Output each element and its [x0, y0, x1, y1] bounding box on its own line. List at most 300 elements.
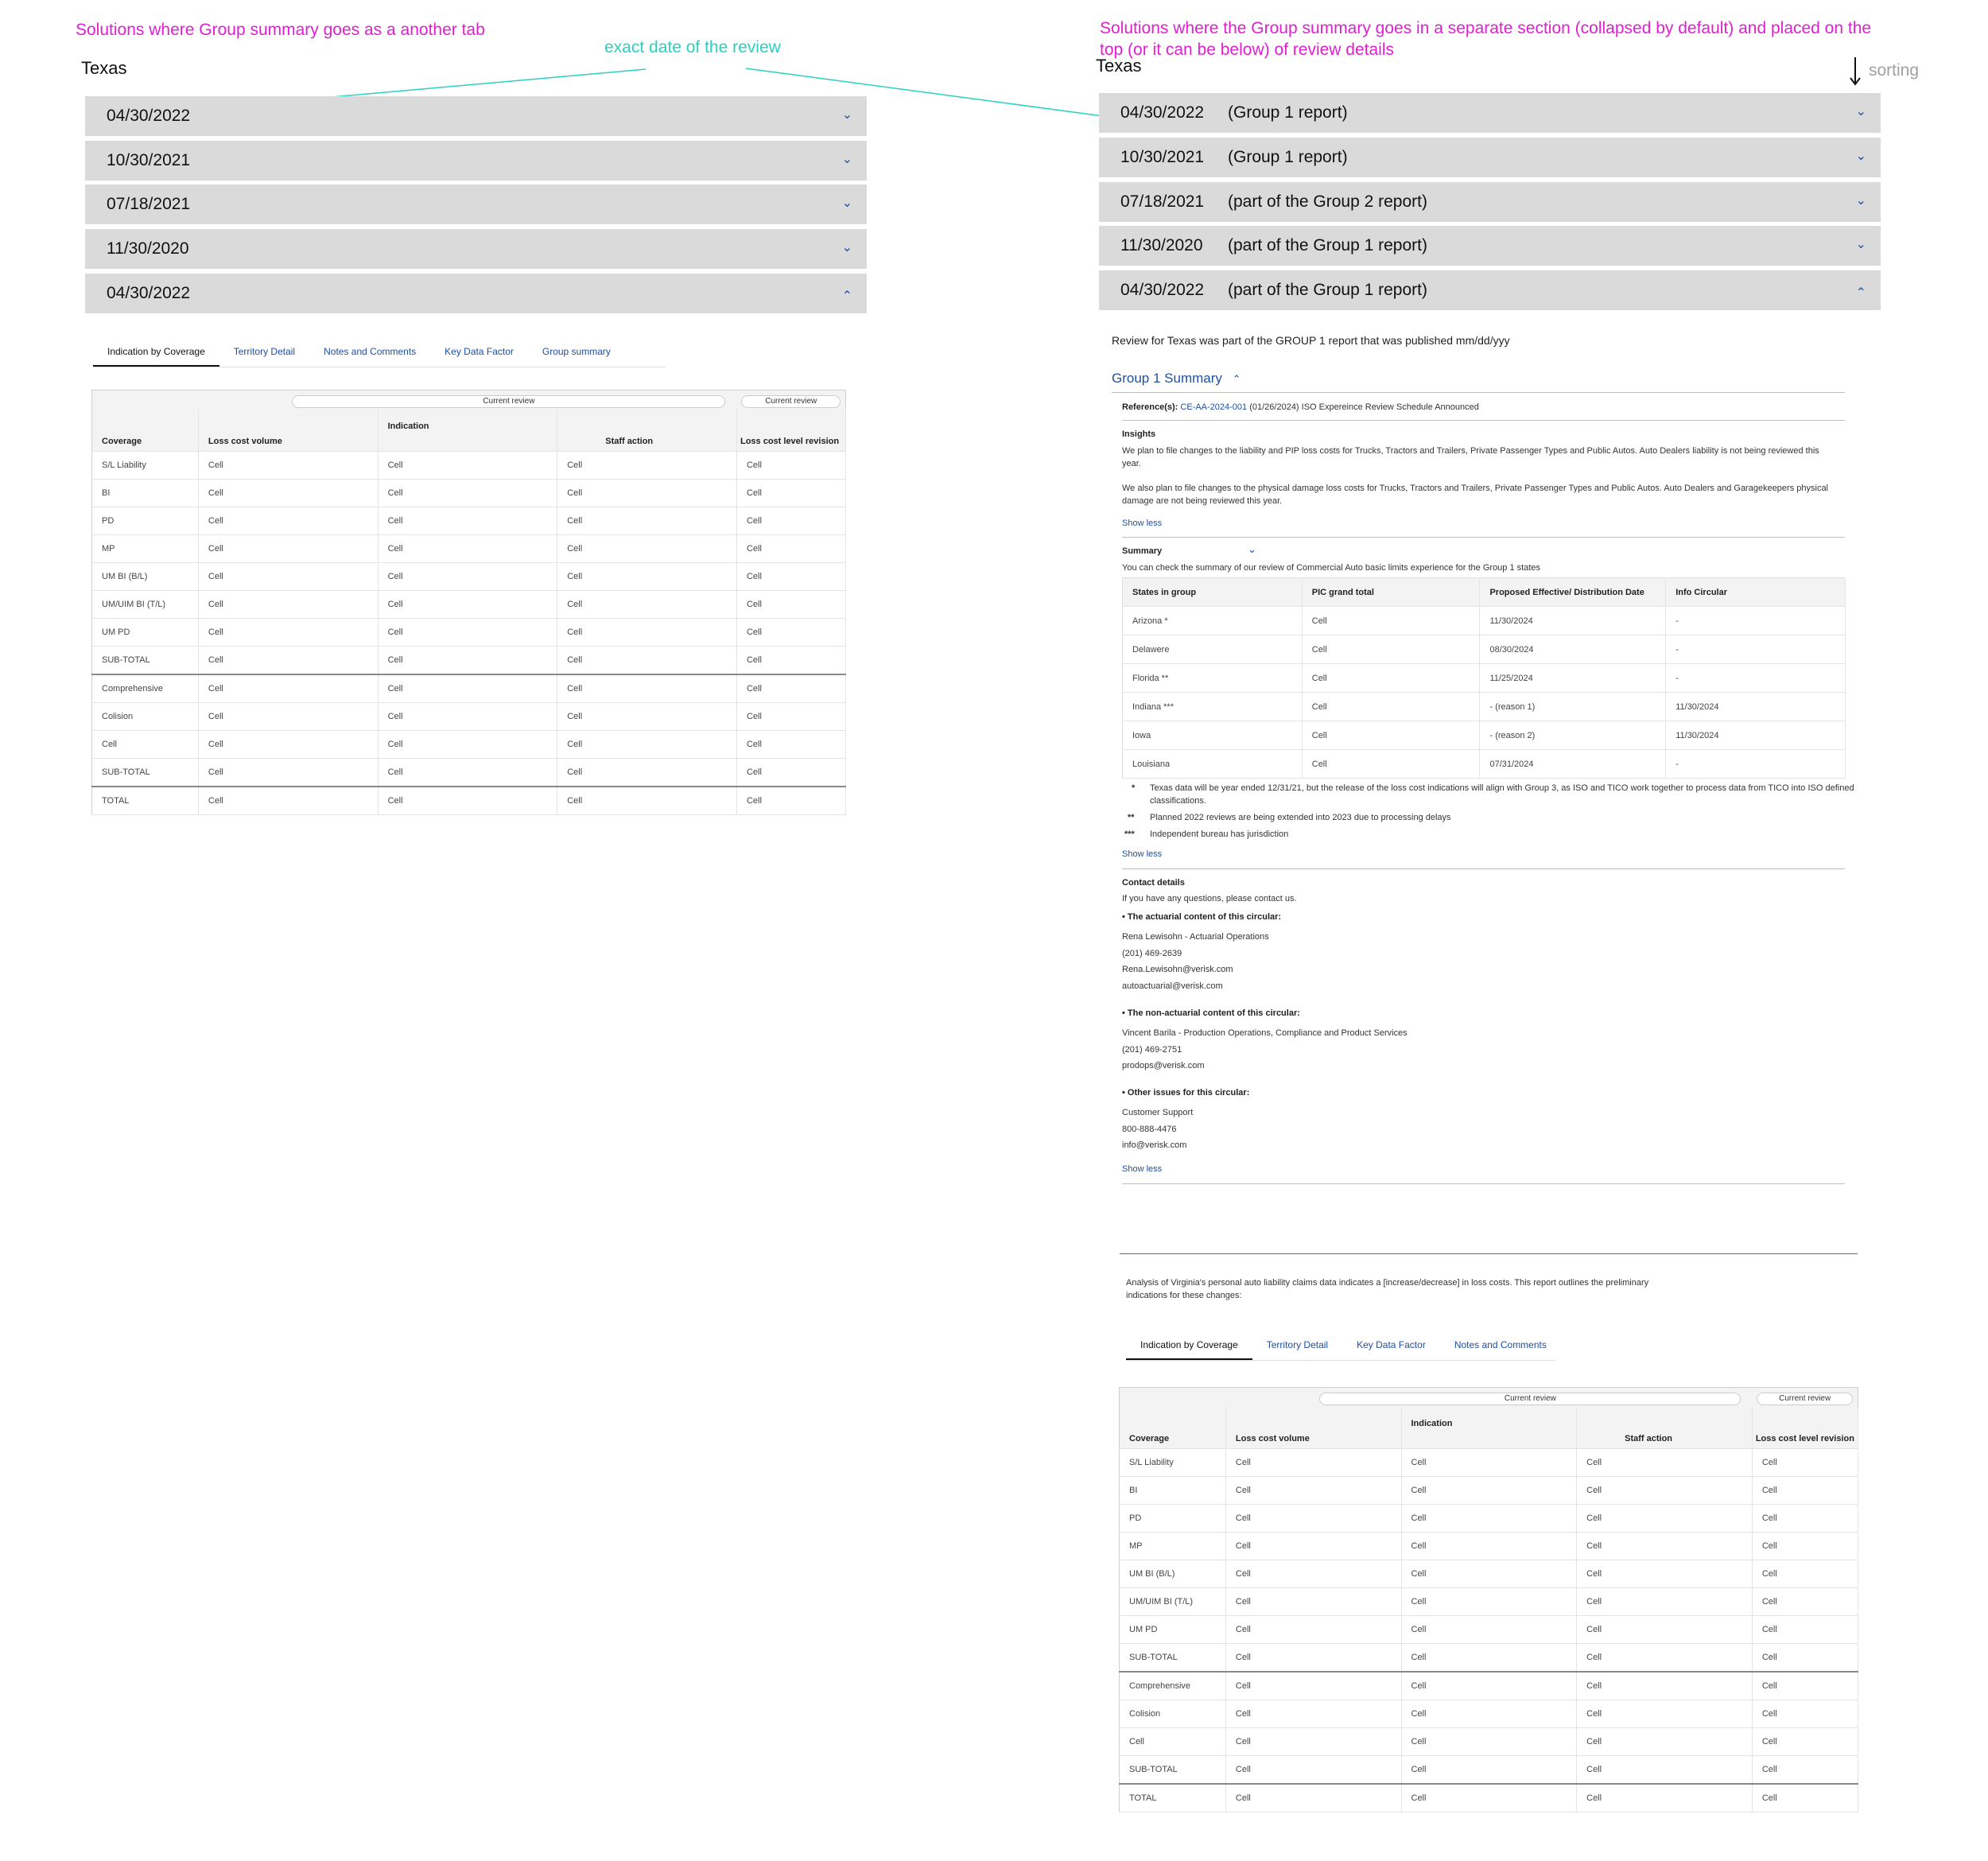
right-review-row-4[interactable]: [1099, 226, 1881, 266]
left-review-row-1[interactable]: [85, 96, 867, 136]
footnote-mark: **: [1128, 813, 1135, 822]
reference-line: [1122, 401, 1479, 414]
reference-label: Reference(s):: [1122, 402, 1178, 412]
table-row: [1120, 1700, 1858, 1728]
table-cell: Cell: [557, 647, 737, 675]
table-row: [1120, 1533, 1858, 1560]
left-review-row-3[interactable]: [85, 185, 867, 224]
insights-paragraph-2: We also plan to file changes to the physical damage loss costs for Trucks, Tractors and Trailers, Private Passenger Types and Public Autos. Auto Dealers and Garagekeepers physical damage are not being reviewed this year.: [1122, 484, 1829, 506]
contact-line[interactable]: Rena.Lewisohn@verisk.com: [1122, 965, 1233, 974]
table-cell: Cell: [736, 563, 845, 591]
column-header: Indication: [1401, 1407, 1577, 1449]
table-row: [92, 507, 846, 535]
table-cell: Cell: [1752, 1728, 1858, 1756]
column-header: Coverage: [1120, 1407, 1226, 1449]
table-cell: Cell: [736, 731, 845, 759]
table-cell: Cell: [736, 647, 845, 675]
review-group: (Group 1 report): [1228, 103, 1348, 122]
table-cell: Cell: [378, 674, 557, 703]
table-cell: -: [1666, 607, 1846, 635]
table-row: [92, 619, 846, 647]
current-review-pill: Current review: [1319, 1393, 1741, 1405]
chevron-up-icon[interactable]: ⌃: [1855, 286, 1866, 300]
table-cell: Cell: [1401, 1644, 1577, 1673]
table-cell: 11/30/2024: [1666, 721, 1846, 750]
current-review-group: [736, 390, 845, 410]
divider: [1122, 420, 1845, 421]
coverage-name-cell: UM BI (B/L): [92, 563, 199, 591]
table-row: [92, 787, 846, 815]
contact-section-actuarial: [1122, 912, 1281, 994]
table-cell: Cell: [1577, 1505, 1753, 1533]
table-cell: Cell: [736, 787, 845, 815]
analysis-text-line1: Analysis of Virginia's personal auto liability claims data indicates a [increase/decrease] in loss costs. This report outlines the preliminary: [1126, 1278, 1649, 1288]
current-review-pill: Current review: [292, 395, 725, 408]
contact-line: Customer Support: [1122, 1108, 1194, 1117]
table-cell: - (reason 2): [1480, 721, 1666, 750]
coverage-name-cell: S/L Liability: [92, 452, 199, 480]
table-cell: Cell: [378, 452, 557, 480]
contact-line: 800-888-4476: [1122, 1124, 1177, 1134]
table-row: [1123, 750, 1846, 779]
table-cell: Cell: [557, 731, 737, 759]
table-cell: Cell: [1225, 1756, 1401, 1785]
coverage-name-cell: SUB-TOTAL: [92, 647, 199, 675]
table-row: [92, 731, 846, 759]
coverage-name-cell: TOTAL: [92, 787, 199, 815]
contact-section-non-actuarial: [1122, 1008, 1408, 1074]
table-cell: Cell: [198, 563, 378, 591]
state-name-cell: Arizona *: [1123, 607, 1303, 635]
table-cell: Cell: [1225, 1700, 1401, 1728]
contact-line: (201) 469-2751: [1122, 1044, 1182, 1055]
column-header: Loss cost level revision: [1752, 1407, 1858, 1449]
coverage-name-cell: MP: [92, 535, 199, 563]
table-cell: Cell: [1752, 1505, 1858, 1533]
table-row: [1123, 721, 1846, 750]
table-row: [1123, 664, 1846, 693]
chevron-down-icon[interactable]: ⌄: [841, 153, 852, 166]
table-cell: Cell: [557, 535, 737, 563]
contact-heading-text: Other issues for this circular:: [1127, 1088, 1250, 1098]
contact-line[interactable]: info@verisk.com: [1122, 1140, 1187, 1150]
analysis-text: [1126, 1276, 1842, 1302]
review-date: 04/30/2022: [1120, 103, 1205, 122]
chevron-down-icon[interactable]: ⌄: [1855, 194, 1866, 208]
table-cell: Cell: [1577, 1588, 1753, 1616]
right-review-row-3[interactable]: [1099, 182, 1881, 222]
table-row: [92, 452, 846, 480]
spacer-cell: [1120, 1388, 1226, 1408]
current-review-pill: Current review: [1757, 1393, 1853, 1405]
coverage-name-cell: UM PD: [1120, 1616, 1226, 1644]
column-header: Loss cost volume: [1225, 1407, 1401, 1449]
right-solution-note-line2: top (or it can be below) of review details: [1100, 41, 1395, 59]
chevron-down-icon[interactable]: ⌄: [841, 241, 852, 254]
table-cell: Cell: [1401, 1449, 1577, 1477]
table-cell: Cell: [1577, 1449, 1753, 1477]
coverage-name-cell: PD: [1120, 1505, 1226, 1533]
chevron-down-icon[interactable]: ⌄: [1855, 150, 1866, 163]
footnote-3: [1122, 828, 1866, 841]
table-cell: Cell: [198, 759, 378, 787]
coverage-name-cell: Colision: [92, 703, 199, 731]
table-row: [92, 480, 846, 507]
table-cell: Cell: [1752, 1560, 1858, 1588]
contact-intro: If you have any questions, please contact us.: [1122, 894, 1297, 903]
tab-territory-detail[interactable]: Territory Detail: [1266, 1339, 1329, 1350]
review-date: 07/18/2021: [107, 195, 191, 213]
contact-line[interactable]: autoactuarial@verisk.com: [1122, 981, 1223, 991]
table-cell: Cell: [1577, 1756, 1753, 1785]
review-date: 04/30/2022: [107, 107, 191, 125]
table-cell: Cell: [557, 507, 737, 535]
table-cell: Cell: [1225, 1449, 1401, 1477]
table-cell: Cell: [1577, 1644, 1753, 1673]
column-header: Loss cost level revision: [736, 410, 845, 452]
table-cell: Cell: [736, 703, 845, 731]
coverage-name-cell: Comprehensive: [92, 674, 199, 703]
table-cell: Cell: [1577, 1728, 1753, 1756]
chevron-up-icon: ⌃: [1232, 373, 1241, 385]
table-cell: Cell: [378, 787, 557, 815]
table-cell: Cell: [1302, 693, 1480, 721]
current-review-group: [1225, 1388, 1752, 1408]
table-row: [1120, 1672, 1858, 1700]
table-cell: Cell: [557, 619, 737, 647]
current-review-group: [1752, 1388, 1858, 1408]
right-state-title: Texas: [1096, 56, 1142, 76]
table-row: [92, 563, 846, 591]
table-cell: Cell: [198, 703, 378, 731]
coverage-name-cell: BI: [92, 480, 199, 507]
footnote-mark: ***: [1124, 829, 1135, 839]
table-cell: Cell: [378, 731, 557, 759]
insights-paragraph-1: We plan to file changes to the liability and PIP loss costs for Trucks, Tractors and Trailers, Private Passenger Types and Public Autos. Auto Dealers liability is not being reviewed this year.: [1122, 446, 1819, 468]
summary-title: Summary: [1122, 546, 1163, 556]
divider: [1112, 392, 1845, 393]
table-cell: -: [1666, 635, 1846, 664]
table-row: [92, 759, 846, 787]
table-row: [1120, 1756, 1858, 1785]
table-cell: 11/30/2024: [1480, 607, 1666, 635]
table-cell: Cell: [736, 591, 845, 619]
table-cell: Cell: [198, 480, 378, 507]
table-cell: Cell: [378, 535, 557, 563]
footnote-2: [1122, 811, 1866, 824]
table-cell: Cell: [1752, 1700, 1858, 1728]
coverage-name-cell: S/L Liability: [1120, 1449, 1226, 1477]
table-cell: Cell: [1752, 1672, 1858, 1700]
review-date: 10/30/2021: [107, 151, 191, 169]
table-cell: - (reason 1): [1480, 693, 1666, 721]
divider: [1122, 537, 1845, 538]
group-states-table: [1122, 577, 1846, 779]
state-name-cell: Iowa: [1123, 721, 1303, 750]
tab-notes-and-comments[interactable]: Notes and Comments: [1454, 1339, 1547, 1350]
tab-indication-by-coverage[interactable]: Indication by Coverage: [1126, 1339, 1252, 1360]
review-date: 11/30/2020: [1120, 236, 1203, 254]
table-cell: Cell: [557, 674, 737, 703]
contact-line[interactable]: prodops@verisk.com: [1122, 1061, 1205, 1070]
table-cell: Cell: [1752, 1644, 1858, 1673]
chevron-down-icon[interactable]: ⌄: [841, 196, 852, 210]
tab-key-data-factor[interactable]: Key Data Factor: [445, 346, 514, 357]
table-cell: Cell: [198, 787, 378, 815]
column-header: Staff action: [557, 410, 737, 452]
table-cell: Cell: [1577, 1700, 1753, 1728]
table-cell: -: [1666, 664, 1846, 693]
contact-section-other: [1122, 1088, 1249, 1154]
reference-description: (01/26/2024) ISO Expereince Review Schedule Announced: [1249, 402, 1479, 412]
contact-heading: • Other issues for this circular:: [1122, 1088, 1250, 1098]
review-date: 11/30/2020: [107, 239, 189, 258]
table-cell: Cell: [198, 731, 378, 759]
review-date: 04/30/2022: [1120, 281, 1205, 299]
show-less-link[interactable]: Show less: [1122, 519, 1163, 528]
review-group: (part of the Group 1 report): [1228, 236, 1427, 254]
table-cell: Cell: [736, 507, 845, 535]
contact-line: Vincent Barila - Production Operations, Compliance and Product Services: [1122, 1028, 1408, 1038]
current-review-pill: Current review: [741, 395, 841, 408]
footnote-mark: *: [1132, 783, 1136, 793]
table-header-row: [1120, 1407, 1858, 1449]
state-name-cell: Louisiana: [1123, 750, 1303, 779]
footnote-text: Planned 2022 reviews are being extended into 2023 due to processing delays: [1150, 813, 1451, 822]
coverage-name-cell: UM/UIM BI (T/L): [92, 591, 199, 619]
table-cell: Cell: [1577, 1784, 1753, 1812]
tab-notes-and-comments[interactable]: Notes and Comments: [324, 346, 417, 357]
table-cell: 11/30/2024: [1666, 693, 1846, 721]
column-header: Indication: [378, 410, 557, 452]
table-cell: Cell: [1577, 1672, 1753, 1700]
table-cell: Cell: [198, 619, 378, 647]
footnote-text: Independent bureau has jurisdiction: [1150, 829, 1289, 839]
table-cell: Cell: [1752, 1616, 1858, 1644]
table-cell: Cell: [1225, 1477, 1401, 1505]
coverage-name-cell: Comprehensive: [1120, 1672, 1226, 1700]
coverage-name-cell: UM BI (B/L): [1120, 1560, 1226, 1588]
current-review-group: [198, 390, 736, 410]
show-less-link[interactable]: Show less: [1122, 1164, 1163, 1174]
coverage-name-cell: SUB-TOTAL: [92, 759, 199, 787]
table-cell: Cell: [1577, 1533, 1753, 1560]
right-review-row-2[interactable]: [1099, 138, 1881, 177]
left-solution-note: Solutions where Group summary goes as a another tab: [76, 21, 485, 39]
table-cell: Cell: [1225, 1784, 1401, 1812]
table-cell: Cell: [378, 619, 557, 647]
show-less-link[interactable]: Show less: [1122, 849, 1163, 859]
table-cell: Cell: [557, 480, 737, 507]
table-cell: Cell: [1401, 1533, 1577, 1560]
table-cell: 08/30/2024: [1480, 635, 1666, 664]
table-cell: Cell: [1752, 1477, 1858, 1505]
table-cell: Cell: [378, 647, 557, 675]
review-group-note: Review for Texas was part of the GROUP 1 report that was published mm/dd/yyy: [1112, 334, 1510, 347]
table-cell: Cell: [1401, 1672, 1577, 1700]
table-cell: Cell: [1302, 607, 1480, 635]
column-header: Staff action: [1577, 1407, 1753, 1449]
table-cell: Cell: [557, 563, 737, 591]
table-cell: Cell: [1302, 750, 1480, 779]
table-cell: Cell: [378, 703, 557, 731]
column-header: PIC grand total: [1302, 578, 1480, 607]
table-cell: Cell: [378, 563, 557, 591]
table-cell: Cell: [736, 674, 845, 703]
review-header-row: [92, 390, 846, 410]
left-tabs: [93, 346, 666, 367]
table-cell: Cell: [1752, 1756, 1858, 1785]
coverage-name-cell: Colision: [1120, 1700, 1226, 1728]
column-header: Info Circular: [1666, 578, 1846, 607]
table-cell: Cell: [1577, 1560, 1753, 1588]
table-row: [1120, 1588, 1858, 1616]
tab-territory-detail[interactable]: Territory Detail: [233, 346, 296, 357]
table-cell: Cell: [557, 452, 737, 480]
column-header: Coverage: [92, 410, 199, 452]
table-cell: Cell: [1752, 1533, 1858, 1560]
chevron-down-icon[interactable]: ⌄: [841, 108, 852, 122]
table-cell: Cell: [1225, 1616, 1401, 1644]
table-cell: Cell: [557, 703, 737, 731]
divider: [1122, 1183, 1845, 1184]
table-row: [1120, 1644, 1858, 1673]
table-cell: Cell: [1225, 1588, 1401, 1616]
table-cell: Cell: [378, 480, 557, 507]
footnote-1: [1122, 782, 1866, 807]
table-cell: Cell: [1752, 1588, 1858, 1616]
section-divider: [1120, 1253, 1858, 1254]
state-name-cell: Florida **: [1123, 664, 1303, 693]
table-row: [92, 703, 846, 731]
table-cell: Cell: [1225, 1560, 1401, 1588]
tab-indication-by-coverage[interactable]: Indication by Coverage: [93, 346, 219, 367]
right-review-row-1[interactable]: [1099, 93, 1881, 133]
table-cell: 11/25/2024: [1480, 664, 1666, 693]
table-row: [1120, 1505, 1858, 1533]
table-cell: Cell: [736, 452, 845, 480]
table-cell: Cell: [1302, 721, 1480, 750]
table-cell: Cell: [198, 591, 378, 619]
table-cell: Cell: [1401, 1756, 1577, 1785]
table-cell: Cell: [198, 535, 378, 563]
table-row: [1120, 1728, 1858, 1756]
table-cell: Cell: [1401, 1728, 1577, 1756]
table-cell: Cell: [198, 647, 378, 675]
exact-date-note: exact date of the review: [604, 38, 781, 56]
coverage-name-cell: UM/UIM BI (T/L): [1120, 1588, 1226, 1616]
table-row: [1120, 1560, 1858, 1588]
coverage-name-cell: SUB-TOTAL: [1120, 1644, 1226, 1673]
table-cell: Cell: [1577, 1477, 1753, 1505]
table-row: [1123, 693, 1846, 721]
table-cell: Cell: [736, 619, 845, 647]
left-review-row-2[interactable]: [85, 141, 867, 181]
tab-key-data-factor[interactable]: Key Data Factor: [1357, 1339, 1426, 1350]
table-cell: Cell: [736, 480, 845, 507]
table-cell: Cell: [378, 759, 557, 787]
table-header-row: [92, 410, 846, 452]
table-cell: Cell: [1225, 1672, 1401, 1700]
table-row: [1120, 1784, 1858, 1812]
table-cell: Cell: [1401, 1588, 1577, 1616]
spacer-cell: [92, 390, 199, 410]
left-review-row-5[interactable]: [85, 274, 867, 313]
coverage-name-cell: MP: [1120, 1533, 1226, 1560]
left-review-row-4[interactable]: [85, 229, 867, 269]
table-cell: Cell: [557, 787, 737, 815]
coverage-name-cell: Cell: [92, 731, 199, 759]
review-group: (Group 1 report): [1228, 148, 1348, 166]
table-cell: Cell: [1752, 1449, 1858, 1477]
group-summary-title: Group 1 Summary: [1112, 371, 1222, 386]
table-cell: Cell: [736, 535, 845, 563]
group-summary-toggle[interactable]: [1112, 371, 1241, 387]
contact-heading-text: The actuarial content of this circular:: [1127, 912, 1282, 922]
coverage-name-cell: PD: [92, 507, 199, 535]
column-header: Proposed Effective/ Distribution Date: [1480, 578, 1666, 607]
table-row: [1120, 1616, 1858, 1644]
table-cell: Cell: [198, 674, 378, 703]
coverage-name-cell: UM PD: [92, 619, 199, 647]
table-cell: Cell: [378, 507, 557, 535]
table-cell: Cell: [557, 759, 737, 787]
table-row: [1120, 1477, 1858, 1505]
footnote-text: Texas data will be year ended 12/31/21, but the release of the loss cost indications will align with Group 3, as ISO and TICO work together to process data from TICO into ISO defined classifications.: [1150, 783, 1854, 806]
table-row: [1123, 607, 1846, 635]
contact-heading: • The actuarial content of this circular:: [1122, 912, 1282, 922]
table-cell: -: [1666, 750, 1846, 779]
table-cell: Cell: [1401, 1784, 1577, 1812]
table-cell: Cell: [1225, 1533, 1401, 1560]
review-header-row: [1120, 1388, 1858, 1408]
table-cell: Cell: [1302, 664, 1480, 693]
reference-link[interactable]: CE-AA-2024-001: [1180, 402, 1248, 412]
chevron-down-icon[interactable]: ⌄: [1855, 238, 1866, 251]
table-cell: Cell: [557, 591, 737, 619]
chevron-up-icon[interactable]: ⌃: [841, 289, 852, 303]
table-row: [92, 591, 846, 619]
analysis-text-line2: indications for these changes:: [1126, 1291, 1242, 1300]
table-cell: Cell: [736, 759, 845, 787]
table-cell: Cell: [1752, 1784, 1858, 1812]
table-row: [1120, 1449, 1858, 1477]
chevron-down-icon[interactable]: ⌄: [1855, 105, 1866, 118]
state-name-cell: Indiana ***: [1123, 693, 1303, 721]
review-date: 07/18/2021: [1120, 192, 1205, 211]
review-date: 10/30/2021: [1120, 148, 1205, 166]
left-coverage-table: [91, 390, 846, 815]
coverage-name-cell: TOTAL: [1120, 1784, 1226, 1812]
coverage-name-cell: BI: [1120, 1477, 1226, 1505]
table-cell: Cell: [198, 452, 378, 480]
table-cell: Cell: [1302, 635, 1480, 664]
coverage-name-cell: Cell: [1120, 1728, 1226, 1756]
divider: [1122, 868, 1845, 869]
right-solution-note-line1: Solutions where the Group summary goes in a separate section (collapsed by default) and placed on the: [1100, 19, 1872, 37]
table-cell: 07/31/2024: [1480, 750, 1666, 779]
table-row: [92, 674, 846, 703]
state-name-cell: Delawere: [1123, 635, 1303, 664]
review-date: 04/30/2022: [107, 284, 191, 302]
right-review-row-5[interactable]: [1099, 270, 1881, 310]
tab-group-summary[interactable]: Group summary: [542, 346, 611, 357]
chevron-down-icon[interactable]: ⌄: [1248, 543, 1256, 555]
contact-heading-text: The non-actuarial content of this circular:: [1127, 1008, 1300, 1018]
right-tabs: [1126, 1339, 1555, 1361]
table-cell: Cell: [1401, 1505, 1577, 1533]
review-group: (part of the Group 1 report): [1228, 281, 1427, 299]
